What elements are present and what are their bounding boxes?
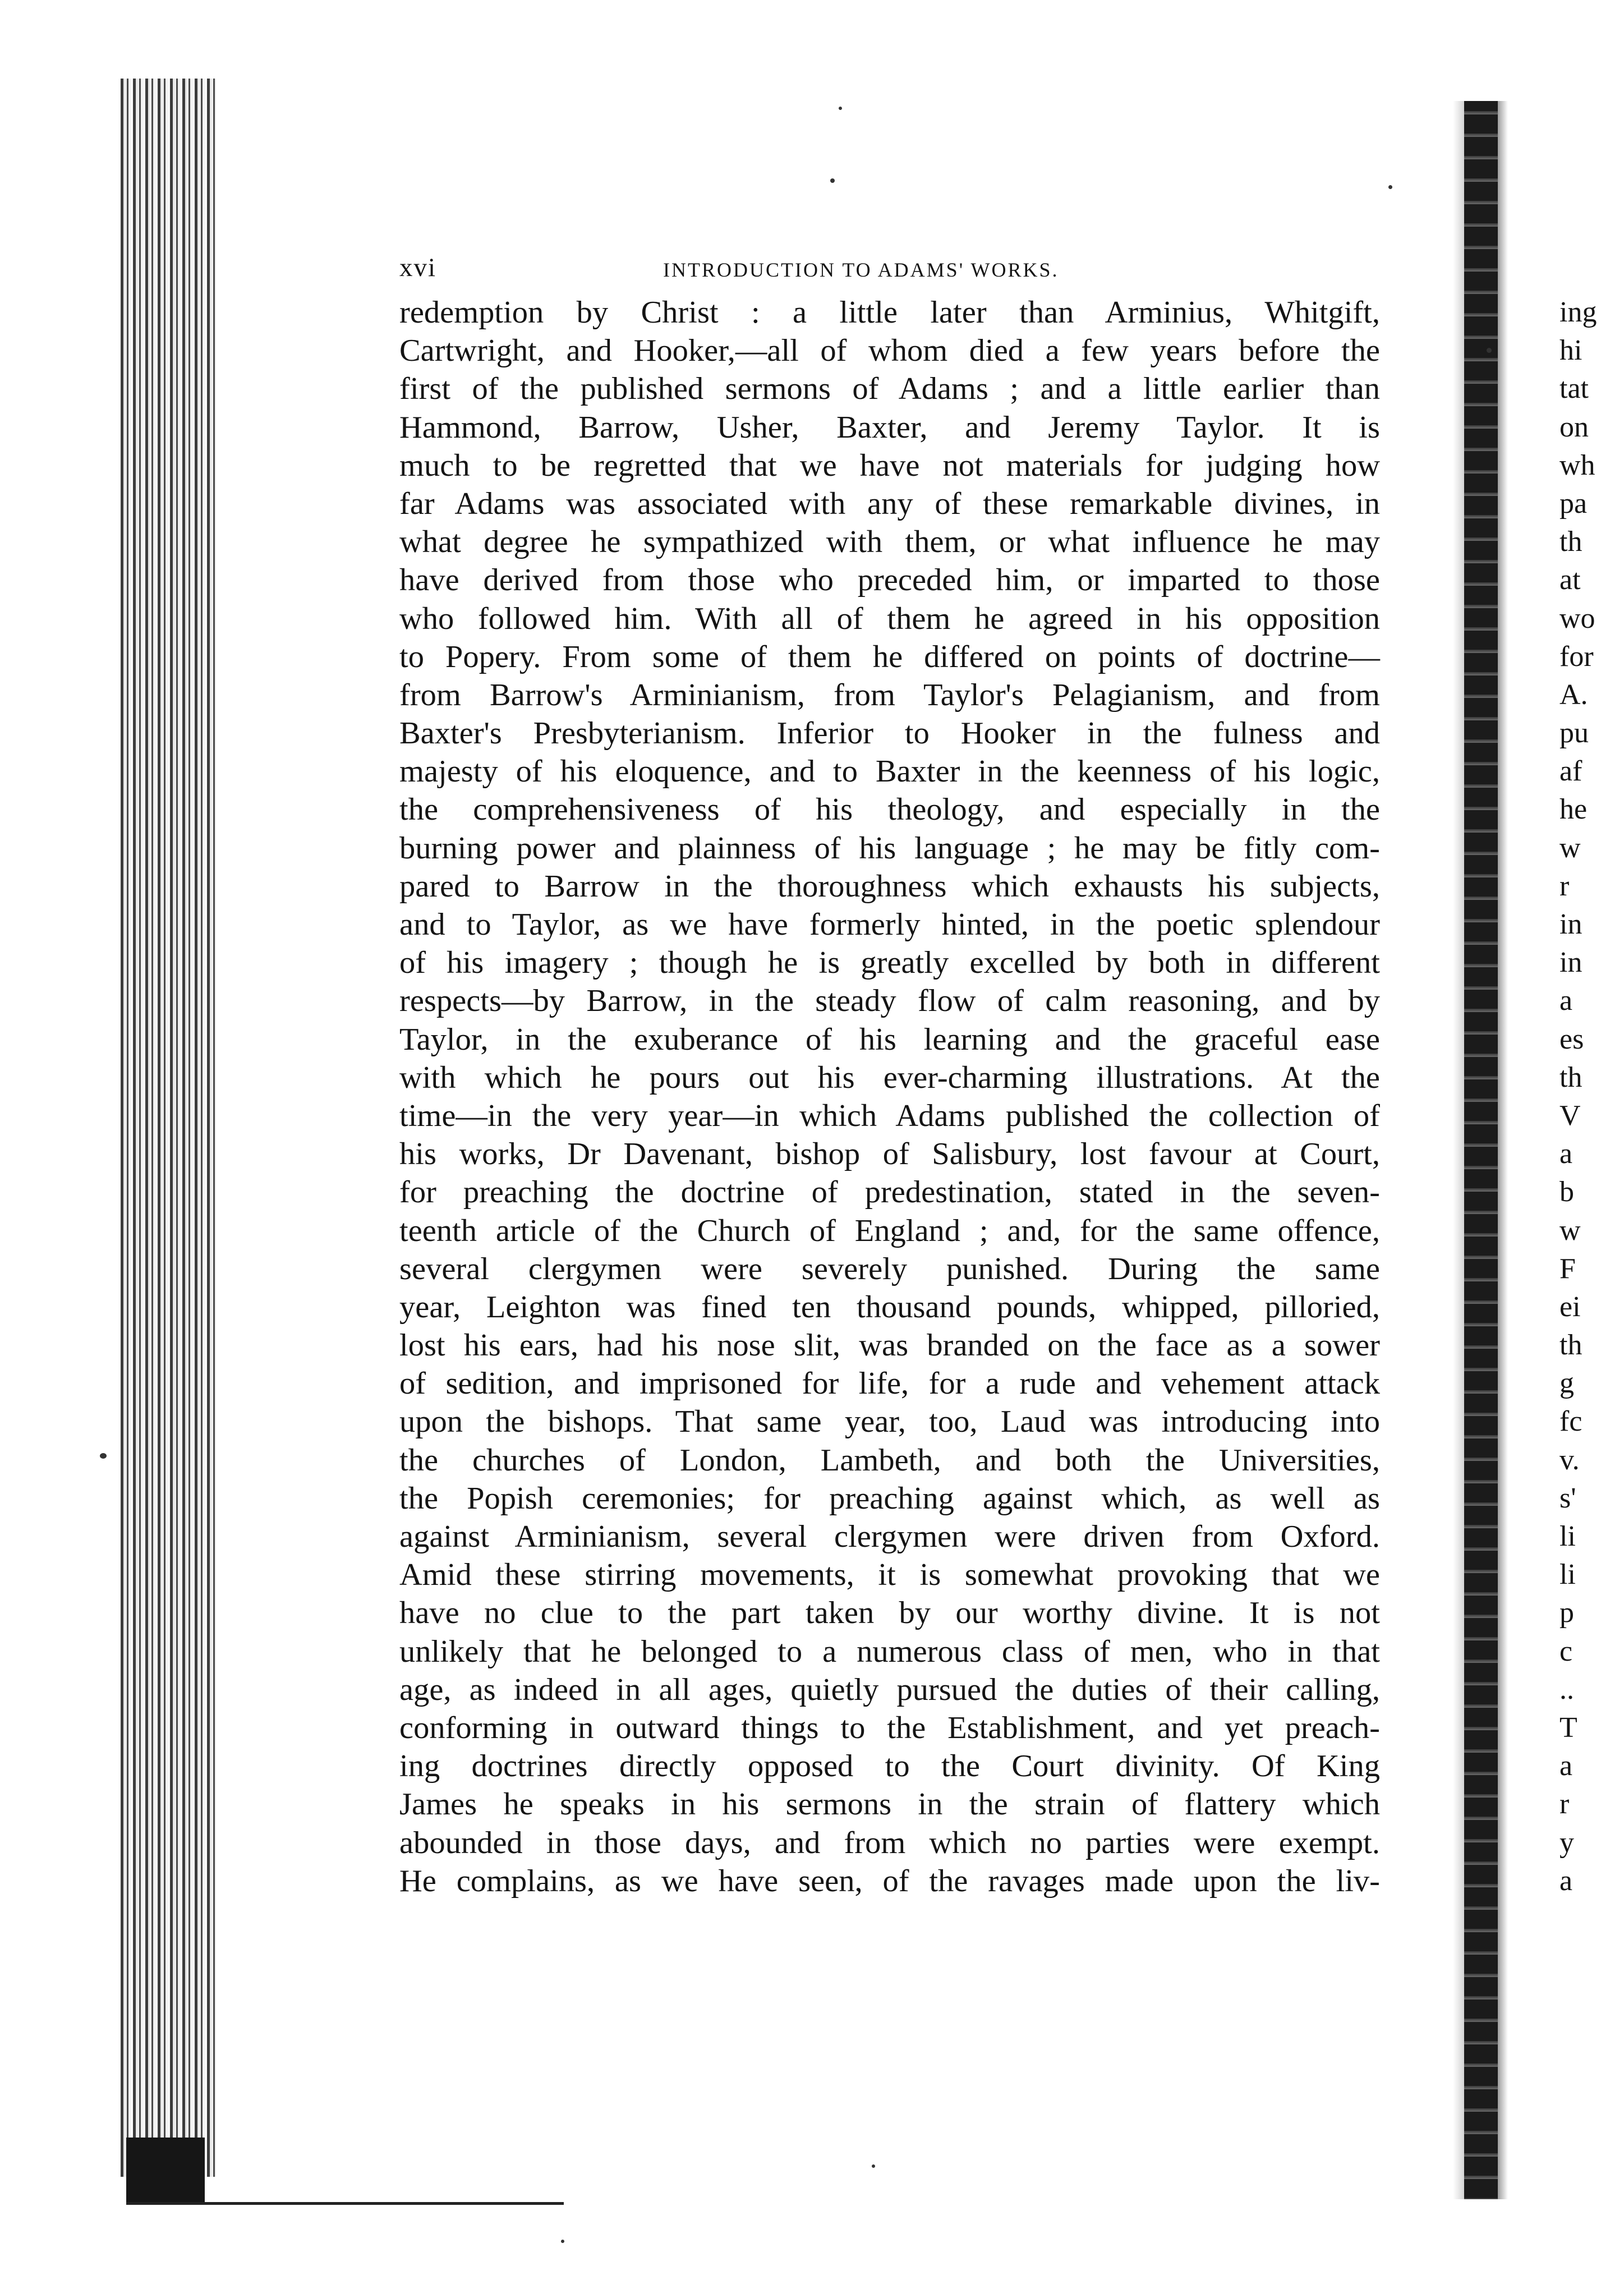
running-title: INTRODUCTION TO ADAMS' WORKS.	[663, 259, 1059, 281]
text-line: teenth article of the Church of England ; and, for the same offence,	[399, 1213, 1380, 1248]
facing-page-fragment: pu	[1559, 717, 1589, 750]
scan-speck	[100, 1453, 107, 1459]
facing-page-fragment: ..	[1559, 1673, 1574, 1706]
facing-page-fragment: he	[1559, 793, 1588, 826]
facing-page-fragment: w	[1559, 1214, 1581, 1247]
facing-page-fragment: ing	[1559, 296, 1597, 328]
page-header	[399, 252, 1381, 286]
text-line: much to be regretted that we have not materials for judging how	[399, 448, 1380, 483]
text-line: Hammond, Barrow, Usher, Baxter, and Jeremy Taylor. It is	[399, 410, 1380, 445]
text-line: first of the published sermons of Adams ; and a little earlier than	[399, 371, 1380, 407]
text-line: redemption by Christ : a little later than Arminius, Whitgift,	[399, 295, 1380, 330]
facing-page-fragment: A.	[1559, 678, 1588, 711]
scan-speck	[872, 2164, 875, 2168]
text-line: of sedition, and imprisoned for life, for a rude and vehement attack	[399, 1366, 1380, 1401]
text-line: the comprehensiveness of his theology, and especially in the	[399, 792, 1380, 828]
facing-page-fragment: T	[1559, 1711, 1577, 1744]
text-line: against Arminianism, several clergymen were driven from Oxford.	[399, 1519, 1380, 1554]
text-line: have no clue to the part taken by our worthy divine. It is not	[399, 1596, 1380, 1631]
facing-page-fragment: hi	[1559, 334, 1582, 367]
facing-page-fragment: li	[1559, 1520, 1576, 1552]
facing-page-fragment: b	[1559, 1176, 1574, 1208]
facing-page-fragment: for	[1559, 640, 1594, 673]
facing-page-fragment: wh	[1559, 449, 1595, 481]
facing-page-fragment: ei	[1559, 1290, 1581, 1323]
text-line: several clergymen were severely punished. During the same	[399, 1251, 1380, 1286]
facing-page-fragment: p	[1559, 1597, 1574, 1629]
text-line: far Adams was associated with any of these remarkable divines, in	[399, 486, 1380, 521]
facing-page-fragment: y	[1559, 1826, 1574, 1859]
body-text	[399, 293, 1380, 1900]
text-line: to Popery. From some of them he differed on points of doctrine—	[399, 639, 1380, 674]
facing-page-fragment: r	[1559, 1788, 1570, 1821]
facing-page-fragment: tat	[1559, 373, 1589, 405]
facing-page-fragment: in	[1559, 946, 1582, 979]
facing-page-fragment: V	[1559, 1099, 1581, 1132]
facing-page-fragment: a	[1559, 985, 1573, 1017]
facing-page-fragment: v.	[1559, 1444, 1580, 1476]
text-line: conforming in outward things to the Establishment, and yet preach-	[399, 1710, 1380, 1745]
facing-page-fragment: th	[1559, 1329, 1582, 1362]
facing-page-fragments	[1559, 293, 1621, 1900]
text-line: the churches of London, Lambeth, and both the Universities,	[399, 1442, 1380, 1478]
scan-speck	[1388, 185, 1392, 189]
text-line: James he speaks in his sermons in the strain of flattery which	[399, 1787, 1380, 1822]
text-line: and to Taylor, as we have formerly hinted, in the poetic splendour	[399, 907, 1380, 942]
facing-page-fragment: c	[1559, 1635, 1573, 1667]
facing-page-fragment: a	[1559, 1138, 1573, 1170]
text-line: have derived from those who preceded him, or imparted to those	[399, 563, 1380, 598]
scan-speck	[561, 2240, 564, 2243]
facing-page-fragment: at	[1559, 564, 1581, 596]
left-binding-gutter	[121, 79, 216, 2177]
text-line: burning power and plainness of his language ; he may be fitly com-	[399, 830, 1380, 866]
text-line: who followed him. With all of them he agreed in his opposition	[399, 601, 1380, 636]
facing-page-fragment: s'	[1559, 1482, 1576, 1514]
facing-page-fragment: g	[1559, 1367, 1574, 1400]
facing-page-fragment: li	[1559, 1559, 1576, 1591]
text-line: from Barrow's Arminianism, from Taylor's Pelagianism, and from	[399, 677, 1380, 713]
text-line: pared to Barrow in the thoroughness which exhausts his subjects,	[399, 868, 1380, 904]
text-line: what degree he sympathized with them, or what influence he may	[399, 525, 1380, 560]
text-line: unlikely that he belonged to a numerous class of men, who in that	[399, 1634, 1380, 1669]
text-line: the Popish ceremonies; for preaching against which, as well as	[399, 1481, 1380, 1516]
facing-page-fragment: w	[1559, 831, 1581, 864]
text-line: year, Leighton was fined ten thousand pounds, whipped, pilloried,	[399, 1289, 1380, 1325]
facing-page-fragment: th	[1559, 1061, 1582, 1093]
text-line: ing doctrines directly opposed to the Court divinity. Of King	[399, 1749, 1380, 1784]
facing-page-fragment: on	[1559, 411, 1589, 443]
text-line: his works, Dr Davenant, bishop of Salisbury, lost favour at Court,	[399, 1137, 1380, 1172]
facing-page-fragment: a	[1559, 1750, 1573, 1782]
facing-page-fragment: r	[1559, 870, 1570, 902]
facing-page-fragment: a	[1559, 1864, 1573, 1897]
text-line: for preaching the doctrine of predestination, stated in the seven-	[399, 1175, 1380, 1210]
facing-page-fragment: fc	[1559, 1405, 1582, 1438]
text-line: with which he pours out his ever-charming illustrations. At the	[399, 1060, 1380, 1095]
text-line: He complains, as we have seen, of the ravages made upon the liv-	[399, 1863, 1380, 1899]
text-line: lost his ears, had his nose slit, was branded on the face as a sower	[399, 1328, 1380, 1363]
left-binding-base	[126, 2138, 205, 2205]
facing-page-fragment: in	[1559, 908, 1582, 940]
scan-speck	[830, 178, 835, 183]
text-line: upon the bishops. That same year, too, Laud was introducing into	[399, 1404, 1380, 1440]
text-line: age, as indeed in all ages, quietly pursued the duties of their calling,	[399, 1672, 1380, 1707]
bottom-edge-line	[126, 2202, 564, 2205]
facing-page-fragment: pa	[1559, 487, 1588, 520]
text-line: Amid these stirring movements, it is somewhat provoking that we	[399, 1557, 1380, 1593]
scan-speck	[839, 107, 842, 110]
page-number: xvi	[399, 253, 437, 282]
right-gutter-shadow	[1498, 101, 1508, 2199]
facing-page-fragment: wo	[1559, 602, 1595, 635]
text-line: Taylor, in the exuberance of his learning and the graceful ease	[399, 1022, 1380, 1057]
text-line: majesty of his eloquence, and to Baxter in the keenness of his logic,	[399, 754, 1380, 789]
facing-page-fragment: af	[1559, 755, 1582, 788]
scan-speck	[1487, 348, 1492, 353]
text-line: time—in the very year—in which Adams published the collection of	[399, 1098, 1380, 1133]
right-binding-gutter	[1464, 101, 1498, 2199]
text-line: Baxter's Presbyterianism. Inferior to Hooker in the fulness and	[399, 716, 1380, 751]
facing-page-fragment: es	[1559, 1023, 1584, 1055]
text-line: Cartwright, and Hooker,—all of whom died a few years before the	[399, 333, 1380, 369]
text-line: respects—by Barrow, in the steady flow of calm reasoning, and by	[399, 983, 1380, 1019]
text-line: of his imagery ; though he is greatly excelled by both in different	[399, 945, 1380, 981]
facing-page-fragment: th	[1559, 526, 1582, 558]
text-line: abounded in those days, and from which no parties were exempt.	[399, 1825, 1380, 1860]
facing-page-fragment: F	[1559, 1252, 1576, 1285]
right-gutter-fade	[1453, 101, 1465, 2199]
